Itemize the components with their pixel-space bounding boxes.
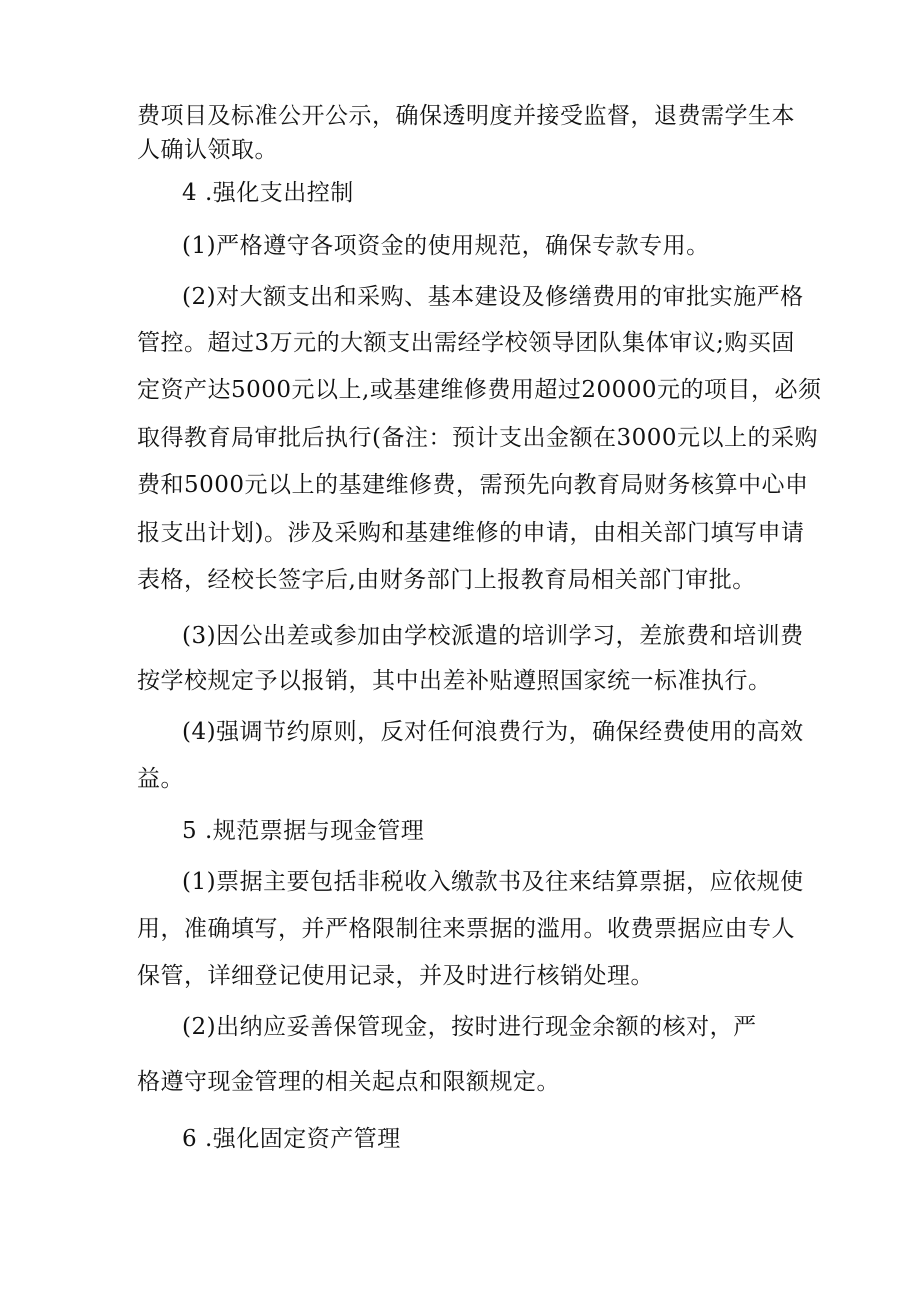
paragraph-line: (4)强调节约原则，反对任何浪费行为，确保经费使用的高效 (182, 719, 804, 745)
paragraph-line: 报支出计划)。涉及采购和基建维修的申请，由相关部门填写申请 (137, 520, 805, 546)
paragraph-line: 管控。超过3万元的大额支出需经学校领导团队集体审议;购买固 (137, 330, 795, 356)
paragraph-line: (3)因公出差或参加由学校派遣的培训学习，差旅费和培训费 (182, 623, 804, 649)
paragraph-line: 格遵守现金管理的相关起点和限额规定。 (137, 1069, 560, 1095)
paragraph-line: 益。 (137, 766, 184, 792)
paragraph-line: 保管，详细登记使用记录，并及时进行核销处理。 (137, 963, 654, 989)
paragraph-line: (2)对大额支出和采购、基本建设及修缮费用的审批实施严格 (182, 284, 804, 310)
section-heading: 4 .强化支出控制 (182, 180, 354, 206)
paragraph-line: 取得教育局审批后执行(备注：预计支出金额在3000元以上的采购 (137, 425, 819, 451)
paragraph-line: (1)票据主要包括非税收入缴款书及往来结算票据，应依规使 (182, 869, 804, 895)
paragraph-line: (2)出纳应妥善保管现金，按时进行现金余额的核对，严 (182, 1014, 757, 1040)
paragraph-line: 费和5000元以上的基建维修费，需预先向教育局财务核算中心申 (137, 472, 809, 498)
paragraph-line: 用，准确填写，并严格限制往来票据的滥用。收费票据应由专人 (137, 916, 795, 942)
section-heading: 5 .规范票据与现金管理 (182, 818, 425, 844)
paragraph-line: 费项目及标准公开公示，确保透明度并接受监督，退费需学生本 (137, 103, 795, 129)
section-heading: 6 .强化固定资产管理 (182, 1126, 401, 1152)
paragraph-line: 按学校规定予以报销，其中出差补贴遵照国家统一标准执行。 (137, 668, 772, 694)
paragraph-line: 定资产达5000元以上,或基建维修费用超过20000元的项目，必须 (137, 377, 822, 403)
paragraph-line: (1)严格遵守各项资金的使用规范，确保专款专用。 (182, 233, 710, 259)
paragraph-line: 人确认领取。 (137, 137, 278, 163)
paragraph-line: 表格，经校长签字后,由财务部门上报教育局相关部门审批。 (137, 567, 756, 593)
